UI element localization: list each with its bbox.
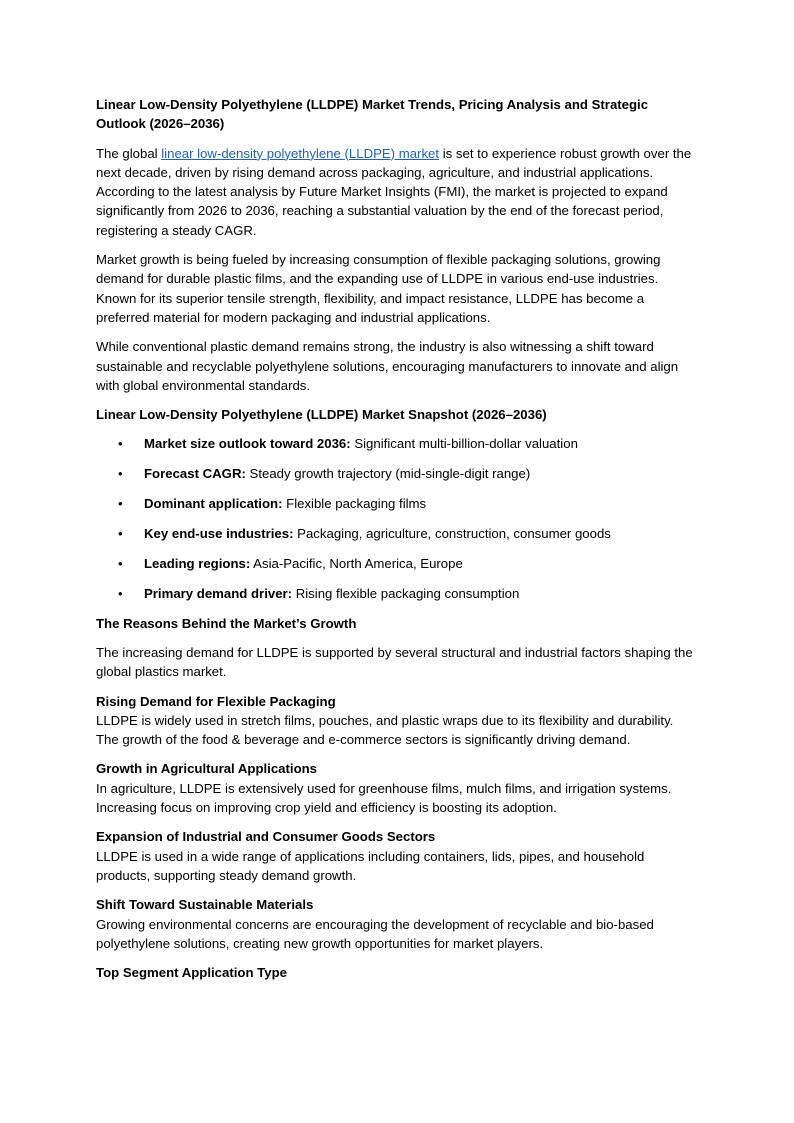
reason-heading: Growth in Agricultural Applications: [96, 761, 318, 777]
bullet-icon: •: [118, 436, 123, 452]
document-page: [96, 95, 696, 992]
lldpe-market-link[interactable]: linear low-density polyethylene (LLDPE) market: [161, 145, 440, 161]
intro-suffix: is set to experience robust growth over the next decade, driven by rising demand across packaging, agriculture, and industrial applications. According to the latest analysis by Future Market Insights (FMI), the market is projected to expand significantly from 2026 to 2036, reaching a substantial valuation by the end of the forecast period, registering a steady CAGR.: [96, 145, 692, 238]
bullet-icon: •: [118, 466, 123, 482]
snapshot-item-label: Market size outlook toward 2036:: [144, 436, 351, 452]
snapshot-item-value: Steady growth trajectory (mid-single-digit range): [245, 466, 531, 482]
reason-text: LLDPE is widely used in stretch films, pouches, and plastic wraps due to its flexibility and durability. The growth of the food & beverage and e-commerce sectors is significantly driving demand.: [96, 712, 674, 748]
snapshot-item-value: Flexible packaging films: [282, 496, 427, 512]
reason-section: [96, 895, 696, 953]
reasons-intro: The increasing demand for LLDPE is supported by several structural and industrial factors shaping the global plastics market.: [96, 644, 693, 680]
reason-section: [96, 759, 696, 817]
snapshot-item-value: Significant multi-billion-dollar valuation: [350, 436, 578, 452]
reason-text: In agriculture, LLDPE is extensively used for greenhouse films, mulch films, and irrigation systems. Increasing focus on improving crop yield and efficiency is boosting its adoption.: [96, 780, 672, 816]
reason-text: Growing environmental concerns are encouraging the development of recyclable and bio-based polyethylene solutions, creating new growth opportunities for market players.: [96, 916, 654, 951]
reason-section: [96, 827, 696, 885]
snapshot-item: [96, 434, 696, 453]
bullet-icon: •: [118, 526, 123, 542]
market-growth-paragraph: Market growth is being fueled by increasing consumption of flexible packaging solutions, growing demand for durable plastic films, and the expanding use of LLDPE in various end-use industries. Known for its superior tensile strength, flexibility, and impact resistance, LLDPE has become a preferred material for modern packaging and industrial applications.: [96, 252, 661, 325]
bullet-icon: •: [118, 496, 123, 512]
bullet-icon: •: [118, 586, 123, 602]
intro-paragraph: [96, 144, 696, 240]
snapshot-item: [96, 554, 696, 573]
document-title: Linear Low-Density Polyethylene (LLDPE) Market Trends, Pricing Analysis and Strategic Outlook (2026–2036): [96, 97, 649, 132]
snapshot-item: [96, 584, 696, 603]
snapshot-list: [96, 434, 696, 603]
snapshot-item-value: Packaging, agriculture, construction, consumer goods: [293, 526, 611, 542]
snapshot-item: [96, 464, 696, 483]
reason-heading: Shift Toward Sustainable Materials: [96, 897, 314, 913]
snapshot-item-label: Leading regions:: [144, 556, 251, 572]
snapshot-item-label: Dominant application:: [144, 496, 283, 512]
intro-prefix: The global: [96, 145, 162, 161]
snapshot-item-label: Primary demand driver:: [144, 586, 293, 602]
snapshot-item-value: Rising flexible packaging consumption: [292, 586, 520, 602]
sustainability-paragraph: While conventional plastic demand remains strong, the industry is also witnessing a shift toward sustainable and recyclable polyethylene solutions, encouraging manufacturers to innovate and align with global environmental standards.: [96, 339, 679, 393]
snapshot-item: [96, 494, 696, 513]
reason-heading: Expansion of Industrial and Consumer Goods Sectors: [96, 829, 436, 845]
bullet-icon: •: [118, 556, 123, 572]
snapshot-item-label: Key end-use industries:: [144, 526, 294, 542]
snapshot-heading: Linear Low-Density Polyethylene (LLDPE) Market Snapshot (2026–2036): [96, 407, 547, 423]
reason-section: [96, 692, 696, 750]
snapshot-item-value: Asia-Pacific, North America, Europe: [250, 556, 463, 572]
reason-text: LLDPE is used in a wide range of applications including containers, lids, pipes, and household products, supporting steady demand growth.: [96, 848, 645, 883]
top-segment-heading: Top Segment Application Type: [96, 965, 287, 981]
reasons-heading: The Reasons Behind the Market’s Growth: [96, 615, 357, 631]
snapshot-item: [96, 524, 696, 543]
snapshot-item-label: Forecast CAGR:: [144, 466, 246, 482]
reason-heading: Rising Demand for Flexible Packaging: [96, 693, 336, 709]
